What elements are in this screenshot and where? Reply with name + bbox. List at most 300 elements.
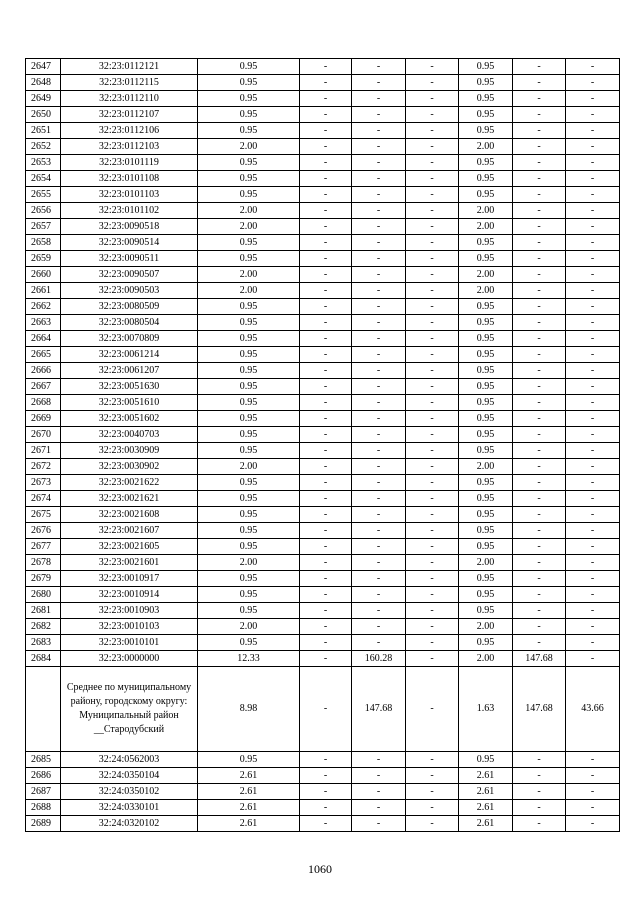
table-cell: - [566,363,620,379]
table-cell: - [352,427,406,443]
table-cell: - [300,523,352,539]
table-cell: 2685 [26,752,61,768]
table-cell: - [300,395,352,411]
table-cell: - [566,75,620,91]
table-cell: - [406,523,459,539]
table-cell: - [566,603,620,619]
table-row [26,619,620,635]
table-cell: 0.95 [459,395,513,411]
table-cell: 0.95 [459,187,513,203]
table-cell: 32:23:0030902 [61,459,198,475]
table-row [26,523,620,539]
table-cell: 2.00 [459,555,513,571]
table-cell: - [566,267,620,283]
table-cell: 0.95 [459,571,513,587]
table-cell: - [300,155,352,171]
table-cell: - [352,395,406,411]
table-cell: - [300,171,352,187]
table-cell: 32:23:0010903 [61,603,198,619]
table-cell: 2.00 [459,219,513,235]
table-cell: - [406,491,459,507]
table-cell: - [406,427,459,443]
table-cell: - [352,219,406,235]
table-cell: - [513,331,566,347]
table-cell: - [566,107,620,123]
table-cell: - [513,475,566,491]
table-cell: - [352,155,406,171]
table-row [26,571,620,587]
table-cell: 0.95 [459,363,513,379]
table-cell: 0.95 [459,752,513,768]
table-cell: - [566,219,620,235]
table-cell: - [513,635,566,651]
table-cell: - [300,752,352,768]
table-cell: - [513,235,566,251]
table-cell: - [406,800,459,816]
table-cell: - [566,635,620,651]
table-cell: - [513,315,566,331]
table-cell: 0.95 [198,523,300,539]
table-cell: 0.95 [198,443,300,459]
table-cell: 32:23:0080509 [61,299,198,315]
table-cell: 32:23:0051610 [61,395,198,411]
table-row [26,123,620,139]
table-cell: 2.00 [459,139,513,155]
table-cell: 0.95 [198,507,300,523]
table-cell: 32:23:0061214 [61,347,198,363]
table-cell: 0.95 [459,315,513,331]
table-cell: 2.61 [459,784,513,800]
table-row [26,603,620,619]
table-row [26,219,620,235]
table-cell: 32:23:0021607 [61,523,198,539]
table-cell: 0.95 [198,475,300,491]
table-cell: 32:23:0080504 [61,315,198,331]
table-cell: - [566,443,620,459]
table-row [26,251,620,267]
table-cell: - [513,587,566,603]
table-cell: - [352,587,406,603]
table-cell: 32:23:0101108 [61,171,198,187]
table-cell: - [513,267,566,283]
table-cell: - [566,768,620,784]
table-cell: - [566,187,620,203]
table-cell: 32:23:0112107 [61,107,198,123]
table-cell: - [300,187,352,203]
table-cell: - [406,219,459,235]
table-cell: 2678 [26,555,61,571]
table-cell: - [352,459,406,475]
table-row [26,267,620,283]
table-cell: - [352,283,406,299]
table-cell: 0.95 [198,59,300,75]
table-cell: - [406,315,459,331]
table-cell: - [352,347,406,363]
table-cell: 2667 [26,379,61,395]
table-cell: 2673 [26,475,61,491]
table-cell: 0.95 [459,155,513,171]
table-cell: 32:23:0101119 [61,155,198,171]
table-row [26,411,620,427]
table-cell: 2660 [26,267,61,283]
table-cell: 0.95 [459,587,513,603]
table-cell: - [352,411,406,427]
table-cell: - [566,475,620,491]
table-cell: - [406,619,459,635]
table-cell: - [566,816,620,832]
table-cell: - [300,331,352,347]
table-cell: 32:23:0112103 [61,139,198,155]
table-cell: - [406,347,459,363]
table-row [26,395,620,411]
table-cell: 2681 [26,603,61,619]
table-cell: 2.00 [459,283,513,299]
table-row [26,475,620,491]
table-cell: 2648 [26,75,61,91]
table-cell: 0.95 [198,603,300,619]
table-cell: 0.95 [198,635,300,651]
table-cell: 2682 [26,619,61,635]
table-cell: 0.95 [459,427,513,443]
table-cell: - [300,587,352,603]
table-cell: - [300,491,352,507]
table-cell: - [566,555,620,571]
table-row [26,363,620,379]
table-cell: 32:23:0021605 [61,539,198,555]
table-cell: - [513,491,566,507]
table-cell: - [352,363,406,379]
table-cell: 32:23:0000000 [61,651,198,667]
table-row [26,768,620,784]
summary-label: Среднее по муниципальному району, городскому округу: Муниципальный район __Стародубский [61,667,198,752]
table-cell: - [352,299,406,315]
table-cell: - [566,459,620,475]
table-cell: - [300,427,352,443]
table-cell: 0.95 [459,443,513,459]
table-row [26,299,620,315]
table-cell: - [300,315,352,331]
table-cell: 32:23:0021622 [61,475,198,491]
table-cell: 2.61 [459,800,513,816]
table-cell: 0.95 [459,75,513,91]
table-cell: - [406,203,459,219]
table-cell: - [406,379,459,395]
table-row [26,459,620,475]
table-cell: - [513,395,566,411]
table-cell: 0.95 [198,331,300,347]
table-row [26,784,620,800]
table-cell: - [513,219,566,235]
table-cell: - [513,363,566,379]
table-cell: - [352,171,406,187]
table-cell: - [300,816,352,832]
table-cell: - [406,251,459,267]
table-cell: - [406,91,459,107]
table-cell: - [300,91,352,107]
table-cell: - [352,107,406,123]
table-cell: 0.95 [198,315,300,331]
table-cell: 2.00 [198,459,300,475]
table-row [26,315,620,331]
table-cell: - [566,784,620,800]
summary-body [26,667,620,752]
table-cell: 2675 [26,507,61,523]
summary-cell-7: 147.68 [513,667,566,752]
table-cell: - [566,491,620,507]
table-cell: - [513,155,566,171]
table-cell: - [352,555,406,571]
table-cell: - [300,571,352,587]
table-cell: 0.95 [459,523,513,539]
table-cell: - [406,816,459,832]
table-cell: - [566,411,620,427]
summary-cell-2: 8.98 [198,667,300,752]
table-row [26,139,620,155]
table-cell: - [566,587,620,603]
table-cell: 32:23:0010914 [61,587,198,603]
table-row [26,816,620,832]
table-cell: - [352,752,406,768]
table-cell: - [566,155,620,171]
table-row [26,203,620,219]
table-cell: - [513,75,566,91]
table-cell: - [352,91,406,107]
table-cell: 0.95 [459,59,513,75]
table-cell: - [566,619,620,635]
table-row [26,91,620,107]
summary-row [26,667,620,752]
table-cell: 2654 [26,171,61,187]
table-cell: 2652 [26,139,61,155]
table-cell: - [352,251,406,267]
table-cell: 2663 [26,315,61,331]
table-cell: - [513,107,566,123]
table-cell: - [566,171,620,187]
table-cell: 0.95 [198,91,300,107]
table-cell: - [352,315,406,331]
table-cell: - [352,139,406,155]
table-row [26,235,620,251]
table-cell: - [300,219,352,235]
table-cell: - [513,539,566,555]
table-cell: - [513,427,566,443]
table-cell: 32:23:0090514 [61,235,198,251]
table-cell: - [406,651,459,667]
table-cell: - [300,107,352,123]
table-cell: 0.95 [459,171,513,187]
table-cell: 0.95 [459,235,513,251]
table-cell: 32:23:0051630 [61,379,198,395]
table-cell: - [300,539,352,555]
table-cell: 32:24:0350102 [61,784,198,800]
table-cell: 32:24:0562003 [61,752,198,768]
table-row [26,107,620,123]
table-cell: - [406,139,459,155]
table-cell: - [300,555,352,571]
table-cell: - [566,395,620,411]
table-cell: 2.00 [198,283,300,299]
table-cell: 2.00 [198,267,300,283]
table-cell: - [300,475,352,491]
table-cell: 2.00 [459,651,513,667]
table-cell: - [300,283,352,299]
table-cell: 2647 [26,59,61,75]
table-cell: - [300,203,352,219]
table-cell: - [300,507,352,523]
table-cell: - [352,619,406,635]
table-cell: - [300,459,352,475]
table-cell: 32:23:0030909 [61,443,198,459]
table-cell: 0.95 [459,91,513,107]
table-cell: - [513,619,566,635]
table-cell: - [406,267,459,283]
table-cell: 0.95 [198,347,300,363]
table-cell: 32:23:0010103 [61,619,198,635]
table-row [26,59,620,75]
table-cell: 32:23:0040703 [61,427,198,443]
table-cell: 0.95 [198,107,300,123]
table-cell: - [566,59,620,75]
table-cell: - [566,523,620,539]
table-cell: - [566,347,620,363]
table-cell: - [352,59,406,75]
table-cell: - [513,800,566,816]
table-cell: 32:23:0101103 [61,187,198,203]
table-cell: - [406,299,459,315]
table-row [26,379,620,395]
table-cell: 2679 [26,571,61,587]
table-row [26,507,620,523]
table-cell: - [300,619,352,635]
table-cell: 2649 [26,91,61,107]
table-cell: 2.00 [198,139,300,155]
table-row [26,75,620,91]
table-cell: 2672 [26,459,61,475]
table-cell: - [566,539,620,555]
table-cell: - [513,555,566,571]
table-cell: 2671 [26,443,61,459]
table-cell: - [300,800,352,816]
table-row [26,187,620,203]
table-cell: - [513,523,566,539]
table-cell: - [406,587,459,603]
table-cell: - [513,59,566,75]
table-cell: - [406,171,459,187]
table-cell: 2653 [26,155,61,171]
table-cell: - [566,571,620,587]
table-cell: 32:24:0330101 [61,800,198,816]
table-cell: - [566,331,620,347]
table-cell: - [513,251,566,267]
table-cell: 2674 [26,491,61,507]
table-cell: - [300,267,352,283]
table-cell: - [513,91,566,107]
table-cell: 32:23:0051602 [61,411,198,427]
table-cell: - [406,768,459,784]
table-cell: 0.95 [198,75,300,91]
table-cell: - [406,363,459,379]
table-cell: 2670 [26,427,61,443]
table-cell: 0.95 [198,171,300,187]
table-cell: 0.95 [198,155,300,171]
table-cell: - [566,235,620,251]
table-cell: - [300,379,352,395]
table-cell: 2650 [26,107,61,123]
table-cell: 0.95 [459,123,513,139]
table-cell: - [513,443,566,459]
summary-cell-6: 1.63 [459,667,513,752]
table-cell: - [406,507,459,523]
table-cell: 0.95 [459,331,513,347]
table-cell: - [352,816,406,832]
table-cell: - [406,555,459,571]
table-cell: 32:23:0112106 [61,123,198,139]
table-cell: - [406,75,459,91]
table-cell: 2651 [26,123,61,139]
table-cell: 2.61 [198,816,300,832]
summary-cell-5: - [406,667,459,752]
table-cell: - [352,203,406,219]
table-row [26,539,620,555]
table-cell: 32:23:0010917 [61,571,198,587]
table-cell: 0.95 [198,187,300,203]
table-cell: 0.95 [198,539,300,555]
table-cell: 32:23:0090518 [61,219,198,235]
table-cell: - [406,635,459,651]
table-cell: 2677 [26,539,61,555]
table-cell: 2659 [26,251,61,267]
table-cell: 0.95 [459,411,513,427]
table-cell: - [406,107,459,123]
table-cell: - [406,784,459,800]
table-cell: 0.95 [198,299,300,315]
table-cell: - [300,784,352,800]
table-cell: 0.95 [459,107,513,123]
table-cell: 2683 [26,635,61,651]
table-row [26,283,620,299]
table-cell: - [352,331,406,347]
table-cell: 0.95 [459,491,513,507]
table-cell: 0.95 [459,347,513,363]
table-cell: - [513,816,566,832]
table-cell: - [300,299,352,315]
table-cell: 32:23:0021601 [61,555,198,571]
table-cell: - [566,752,620,768]
table-body-bottom [26,752,620,832]
table-cell: - [406,571,459,587]
table-cell: 2664 [26,331,61,347]
table-cell: - [352,379,406,395]
table-row [26,427,620,443]
table-cell: - [513,379,566,395]
table-cell: - [513,139,566,155]
summary-cell-8: 43.66 [566,667,620,752]
table-cell: - [406,123,459,139]
table-cell: 32:23:0070809 [61,331,198,347]
table-cell: - [513,203,566,219]
table-cell: - [513,784,566,800]
table-cell: - [566,283,620,299]
table-row [26,635,620,651]
table-cell: - [352,603,406,619]
table-cell: - [300,59,352,75]
table-cell: - [352,768,406,784]
table-cell: 2657 [26,219,61,235]
table-row [26,491,620,507]
table-cell: 32:24:0350104 [61,768,198,784]
table-cell: - [566,91,620,107]
table-cell: - [300,635,352,651]
